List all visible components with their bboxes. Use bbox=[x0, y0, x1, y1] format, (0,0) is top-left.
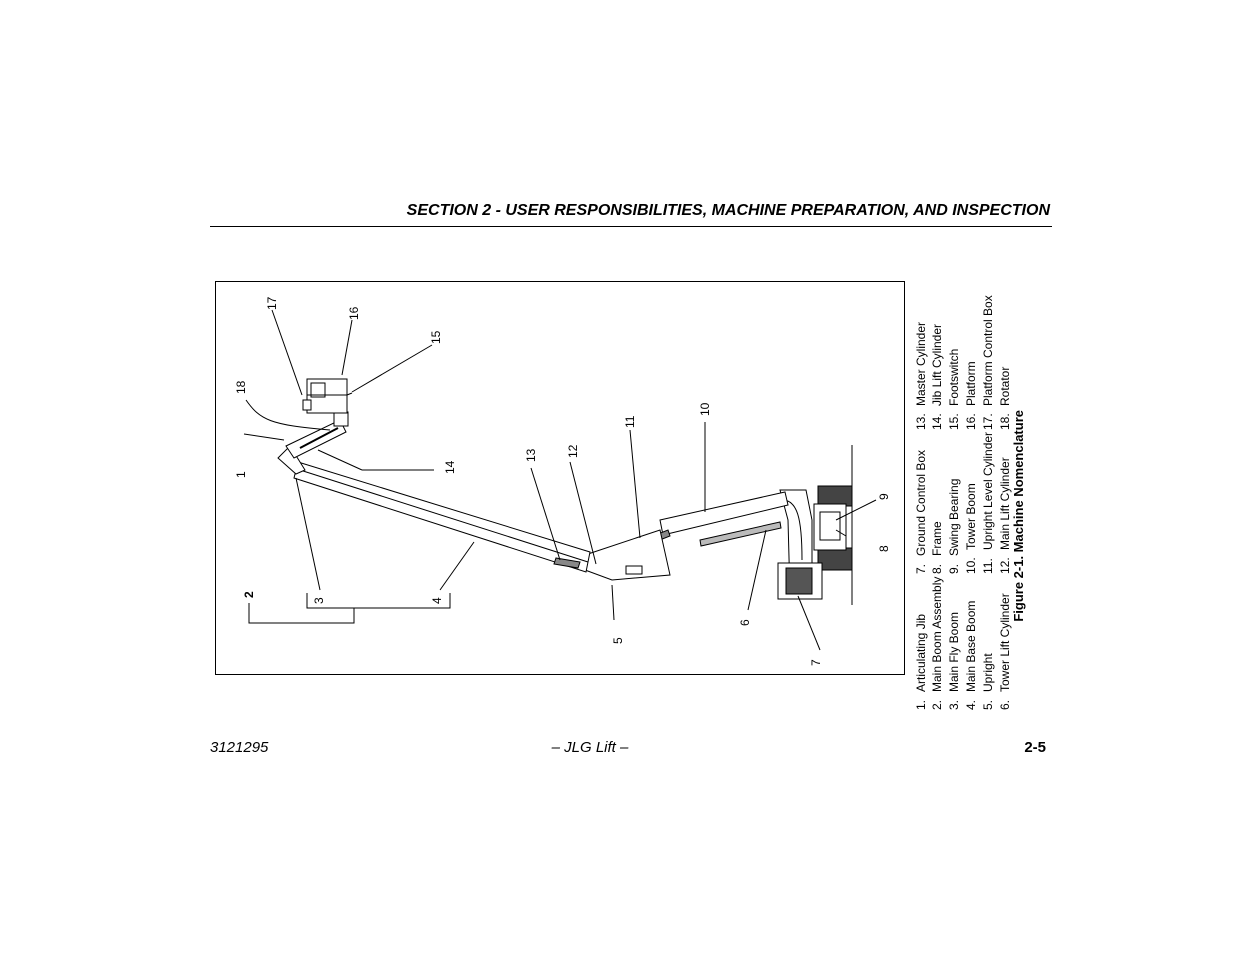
boom-centerline bbox=[300, 470, 588, 562]
legend-item: 15.Footswitch bbox=[947, 348, 961, 430]
callout-5: 5 bbox=[611, 637, 625, 644]
legend-item: 2.Main Boom Assembly bbox=[930, 576, 944, 710]
wheel-top bbox=[818, 486, 852, 506]
callout-14: 14 bbox=[443, 460, 457, 474]
footer-center-text: – JLG Lift – bbox=[551, 739, 629, 756]
figure-legend bbox=[913, 275, 1033, 710]
ground-control-box bbox=[786, 568, 812, 594]
legend-item: 8.Frame bbox=[930, 521, 944, 574]
legend-item: 5.Upright bbox=[981, 653, 995, 710]
legend-item: 16.Platform bbox=[964, 361, 978, 430]
callout-1: 1 bbox=[234, 471, 248, 478]
callout-12: 12 bbox=[566, 444, 580, 458]
callout-13: 13 bbox=[524, 448, 538, 462]
platform-control-box bbox=[303, 400, 311, 410]
callout-4: 4 bbox=[430, 597, 444, 604]
section-title: SECTION 2 - USER RESPONSIBILITIES, MACHINE PREPARATION, AND INSPECTION bbox=[406, 202, 1050, 219]
callout-3: 3 bbox=[312, 597, 326, 604]
legend-item: 6.Tower Lift Cylinder bbox=[998, 593, 1012, 710]
callout-16: 16 bbox=[347, 306, 361, 320]
legend-item: 9.Swing Bearing bbox=[947, 478, 961, 574]
callout-7: 7 bbox=[809, 659, 823, 666]
main-base-boom bbox=[294, 462, 590, 572]
legend-item: 4.Main Base Boom bbox=[964, 600, 978, 710]
tower-lift-cylinder bbox=[700, 522, 781, 546]
legend-item: 3.Main Fly Boom bbox=[947, 611, 961, 710]
page-number: 2-5 bbox=[1024, 739, 1046, 756]
callout-17: 17 bbox=[265, 296, 279, 310]
legend-item: 10.Tower Boom bbox=[964, 483, 978, 574]
riser-window bbox=[626, 566, 642, 574]
callout-9: 9 bbox=[877, 493, 891, 500]
legend-item: 11.Upright Level Cylinder bbox=[981, 431, 995, 574]
legend-item: 12.Main Lift Cylinder bbox=[998, 457, 1012, 574]
legend-item: 1.Articulating Jib bbox=[914, 613, 928, 710]
document-number: 3121295 bbox=[210, 739, 269, 756]
legend-item: 7.Ground Control Box bbox=[914, 449, 928, 574]
legend-item: 14.Jib Lift Cylinder bbox=[930, 323, 944, 430]
footswitch bbox=[347, 393, 352, 395]
callout-15: 15 bbox=[429, 330, 443, 344]
callout-2: 2 bbox=[242, 591, 256, 598]
callout-8: 8 bbox=[877, 545, 891, 552]
callout-10: 10 bbox=[698, 402, 712, 416]
callout-18: 18 bbox=[234, 380, 248, 394]
wheel-bottom bbox=[818, 548, 852, 570]
callout-6: 6 bbox=[738, 619, 752, 626]
legend-item: 17.Platform Control Box bbox=[981, 295, 995, 430]
legend-item: 13.Master Cylinder bbox=[914, 321, 928, 430]
legend-item: 18.Rotator bbox=[998, 366, 1012, 430]
callout-11: 11 bbox=[623, 415, 637, 428]
figure-caption: Figure 2-1. Machine Nomenclature bbox=[1011, 410, 1026, 622]
frame bbox=[814, 504, 846, 550]
rotator bbox=[334, 412, 348, 426]
